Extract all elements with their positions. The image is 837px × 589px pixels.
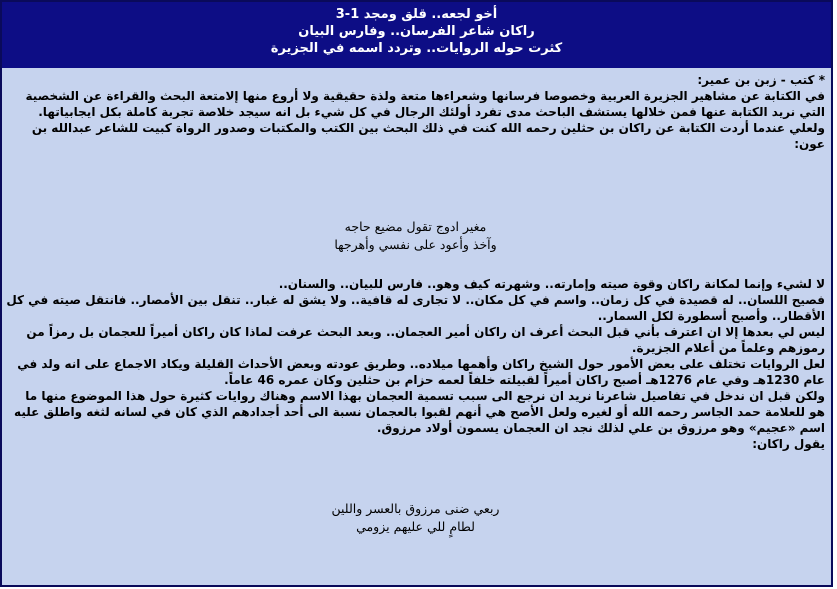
article-body [6,72,825,581]
header-line-2: راكان شاعر الفرسان.. وفارس البيان [298,24,535,39]
paragraph-birth: لعل الروايات تختلف على بعض الأمور حول الشيخ راكان وأهمها ميلاده.. وطريق عودته وبعض الأحداث القليلة ويكاد الاجماع على انه ولد في عام 1230هـ وفي عام 1276هـ أصبح راكان أميراً لقبيلته خلفاً لعمه حزام بن حثلين وكان عمره 46 عاماً. [17,357,825,387]
paragraph-quote-intro: يقول راكان: [752,437,825,451]
poem-verse-1-line-1: مغير ادوج تقول مضيع حاجه [344,219,487,234]
poem-verse-1 [6,218,825,254]
author-line: * كتب - زبن بن عمير: [697,73,825,87]
header-line-3: كثرت حوله الروايات.. وتردد اسمه في الجزيرة [270,41,563,56]
header-line-1: أخو لجعه.. قلق ومجد 1-3 [335,7,498,22]
paragraph-research: ولعلي عندما أردت الكتابة عن راكان بن حثلين رحمه الله كنت في ذلك البحث بين الكتب والمكتبات وصدور الرواة كبيت للشاعر عبدالله بن عون: [31,121,825,151]
poem-verse-2-line-2: لطامٍ للي عليهم يزومي [356,519,475,534]
article-header [2,2,831,68]
paragraph-naming: ولكن قبل ان ندخل في تفاصيل شاعرنا نريد ان نرجع الى سبب تسمية العجمان بهذا الاسم وهناك روايات كثيرة حول هذا الموضوع منها ما هو للعلامة حمد الجاسر رحمه الله أو لغيره ولعل الأصح هي أنهم لقبوا بالعجمان نسبة الى أحد أجدادهم الذي كان في لسانه لثغه واطلق عليه اسم «عجيم» وهو مرزوق بن علي لذلك نجد ان العجمان يسمون أولاد مرزوق. [14,389,825,435]
poem-verse-2-line-1: ربعي ضنى مرزوق بالعسر واللين [331,501,500,516]
paragraph-intro: في الكتابة عن مشاهير الجزيرة العربية وخصوصا فرسانها وشعراءها متعة ولذة حقيقية ولا أروع منها إلامتعة البحث والقراءة عن الشخصية التي نريد الكتابة عنها فمن خلالها يستشف الباحث مدى تفرد أولئك الرجال في كل شيء بل انه سيجد خلاصة تجربة كاملة بكل ايجابياتها. [25,89,825,119]
paragraph-confession: ليس لي بعدها إلا ان اعترف بأني قبل البحث أعرف ان راكان أمير العجمان.. وبعد البحث عرفت لماذا كان راكان أميراً للعجمان بل رمزاً من رموزهم وعلماً من أعلام الجزيرة. [26,325,825,355]
poem-verse-2 [6,500,825,536]
paragraph-fame: لا لشيء وإنما لمكانة راكان وقوة صيته وإمارته.. وشهرته كيف وهو.. فارس للبيان.. والسنان.. [278,277,825,291]
poem-verse-1-line-2: وآخذ وأعود على نفسي وأهرجها [334,237,497,252]
paragraph-eloquence: فصيح اللسان.. له قصيدة في كل زمان.. واسم في كل مكان.. لا تجارى له قافية.. ولا يشق له غبار.. تنقل بين الأمصار.. فانتقل صيته في كل الأقطار.. وأصبح أسطورة لكل السمار.. [6,293,825,323]
